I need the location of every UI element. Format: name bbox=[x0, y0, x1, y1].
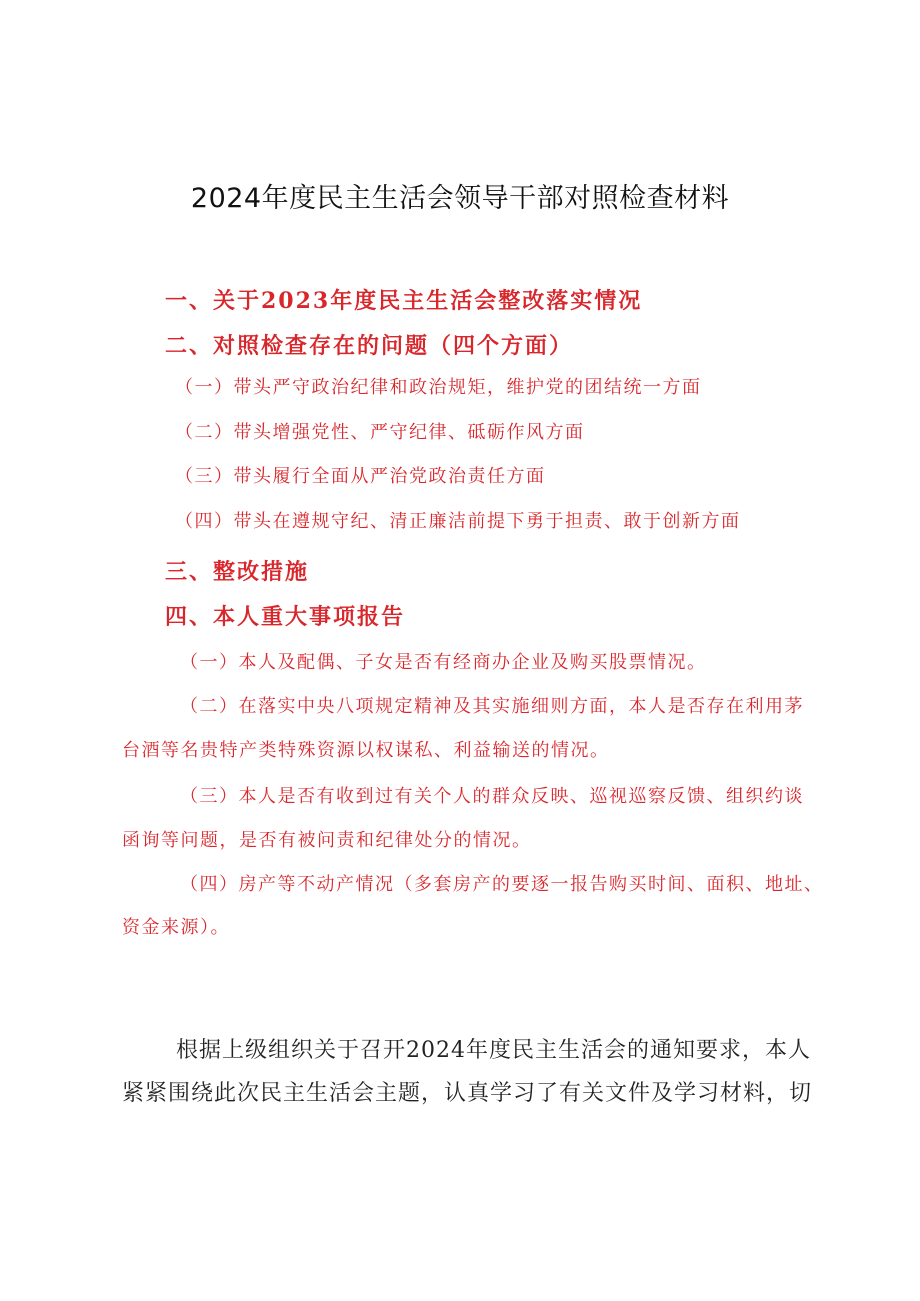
subsection-item: （四）带头在遵规守纪、清正廉洁前提下勇于担责、敢于创新方面 bbox=[175, 511, 741, 532]
report-item: （四）房产等不动产情况（多套房产的要逐一报告购买时间、面积、地址、 bbox=[180, 874, 824, 895]
report-item: （三）本人是否有收到过有关个人的群众反映、巡视巡察反馈、组织约谈 bbox=[180, 786, 804, 807]
document-title: 2024年度民主生活会领导干部对照检查材料 bbox=[190, 183, 730, 214]
section-heading-2: 二、对照检查存在的问题（四个方面） bbox=[165, 333, 574, 359]
subsection-item: （三）带头履行全面从严治党政治责任方面 bbox=[175, 466, 546, 487]
report-item: （一）本人及配偶、子女是否有经商办企业及购买股票情况。 bbox=[180, 652, 707, 673]
report-item-continued: 台酒等名贵特产类特殊资源以权谋私、利益输送的情况。 bbox=[122, 740, 610, 761]
subsection-item: （一）带头严守政治纪律和政治规矩，维护党的团结统一方面 bbox=[175, 377, 702, 398]
section-heading-1: 一、关于2023年度民主生活会整改落实情况 bbox=[165, 288, 643, 314]
body-paragraph-line: 紧紧围绕此次民主生活会主题，认真学习了有关文件及学习材料，切 bbox=[122, 1081, 813, 1106]
report-item-continued: 资金来源）。 bbox=[122, 917, 230, 938]
report-item: （二）在落实中央八项规定精神及其实施细则方面，本人是否存在利用茅 bbox=[180, 696, 804, 717]
report-item-continued: 函询等问题，是否有被问责和纪律处分的情况。 bbox=[122, 830, 532, 851]
body-paragraph-line: 根据上级组织关于召开2024年度民主生活会的通知要求，本人 bbox=[176, 1038, 811, 1063]
subsection-item: （二）带头增强党性、严守纪律、砥砺作风方面 bbox=[175, 422, 585, 443]
section-heading-3: 三、整改措施 bbox=[165, 559, 310, 585]
section-heading-4: 四、本人重大事项报告 bbox=[165, 604, 406, 630]
